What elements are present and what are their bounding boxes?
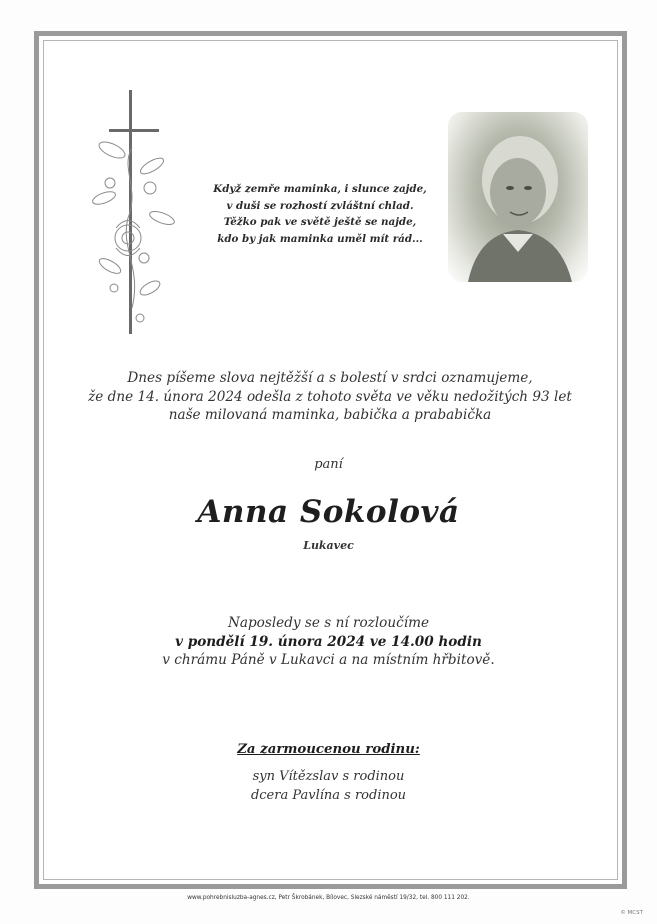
poem-line: v duši se rozhostí zvláštní chlad. (226, 199, 414, 212)
copyright-mark: © MCST (620, 910, 643, 916)
funeral-location: v chrámu Páně v Lukavci a na místním hřbitově. (162, 652, 495, 668)
announcement-line: naše milovaná maminka, babička a prababička (168, 407, 492, 423)
deceased-place: Lukavec (303, 539, 354, 552)
funeral-info (0, 614, 657, 670)
deceased-name: Anna Sokolová (197, 494, 460, 530)
announcement-line: že dne 14. února 2024 odešla z tohoto světa ve věku nedožitých 93 let (88, 388, 572, 405)
family-member: syn Vítězslav s rodinou (252, 769, 405, 784)
family-member: dcera Pavlína s rodinou (250, 787, 407, 803)
honorific: paní (314, 457, 343, 472)
portrait-photo (448, 112, 588, 282)
cross-flower-icon (80, 88, 185, 338)
family-heading: Za zarmoucenou rodinu: (237, 742, 420, 757)
footer-text: www.pohrebnisluzba-agnes.cz, Petr Škrobánek, Bílovec, Slezské náměstí 19/32, tel. 800 111 202. (187, 895, 470, 901)
family-list (0, 768, 657, 805)
funeral-line: Naposledy se s ní rozloučíme (227, 615, 430, 631)
poem (205, 181, 435, 247)
announcement-line: Dnes píšeme slova nejtěžší a s bolestí v srdci oznamujeme, (127, 370, 533, 386)
announcement (60, 369, 600, 425)
poem-line: Těžko pak ve světě ještě se najde, (223, 216, 417, 228)
funeral-date: v pondělí 19. února 2024 ve 14.00 hodin (175, 633, 482, 650)
poem-line: kdo by jak maminka uměl mít rád... (217, 232, 423, 245)
poem-line: Když zemře maminka, i slunce zajde, (213, 183, 427, 195)
